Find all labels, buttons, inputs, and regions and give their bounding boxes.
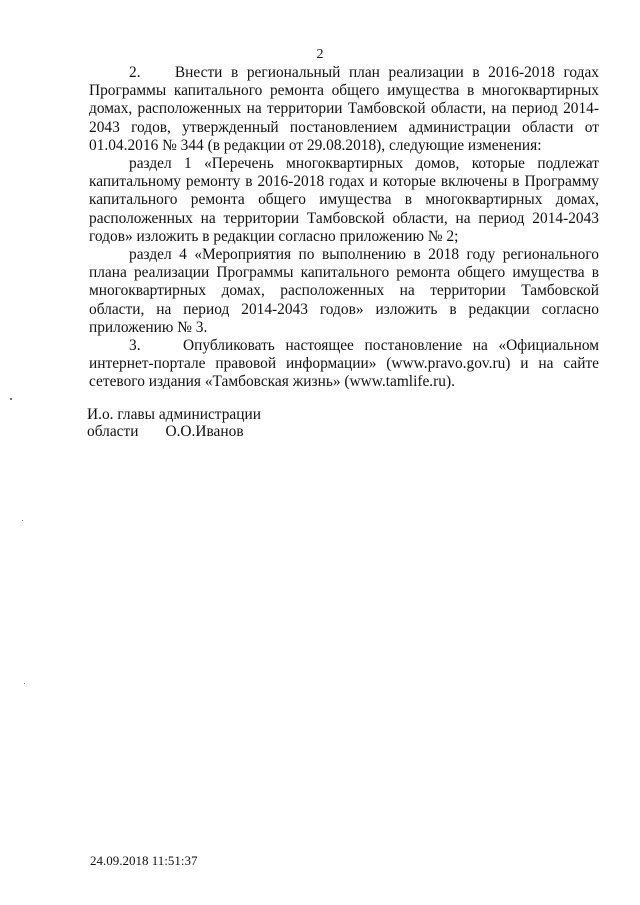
paragraph-section-4: раздел 4 «Мероприятия по выполнению в 2018 году регионального плана реализации Программы капитального ремонта общего имущества в многоквартирных домах, расположенных на территории Тамбовской области, на период 2014-2043 годов» изложить в редакции согласно приложению № 3. xyxy=(89,246,599,336)
document-body xyxy=(89,64,599,392)
document-timestamp: 24.09.2018 11:51:37 xyxy=(90,853,198,868)
signatory-title: И.о. главы администрации xyxy=(87,406,261,423)
paragraph-section-1: раздел 1 «Перечень многоквартирных домов, которые подлежат капитальному ремонту в 2016-2018 годах и которые включены в Программу капитального ремонта общего имущества в многоквартирных домах, расположенных на территории Тамбовской области, на период 2014-2043 годов» изложить в редакции согласно приложению № 2; xyxy=(89,155,599,245)
paragraph-item-3: 3. Опубликовать настоящее постановление на «Официальном интернет-портале правовой информации» (www.pravo.gov.ru) и на сайте сетевого издания «Тамбовская жизнь» (www.tamlife.ru). xyxy=(89,337,599,391)
signatory-line xyxy=(87,423,261,440)
scan-speck xyxy=(24,683,25,684)
page-number: 2 xyxy=(316,47,324,62)
signatory-name: О.О.Иванов xyxy=(165,423,244,440)
scan-speck xyxy=(22,520,23,521)
signature-block xyxy=(87,406,261,440)
signatory-title-region: области xyxy=(87,423,139,440)
paragraph-item-2: 2. Внести в региональный план реализации в 2016-2018 годах Программы капитального ремонта общего имущества в многоквартирных домах, расположенных на территории Тамбовской области, на период 2014-2043 годов, утвержденный постановлением администрации области от 01.04.2016 № 344 (в редакции от 29.08.2018), следующие изменения: xyxy=(89,64,599,154)
scan-speck xyxy=(10,398,12,400)
